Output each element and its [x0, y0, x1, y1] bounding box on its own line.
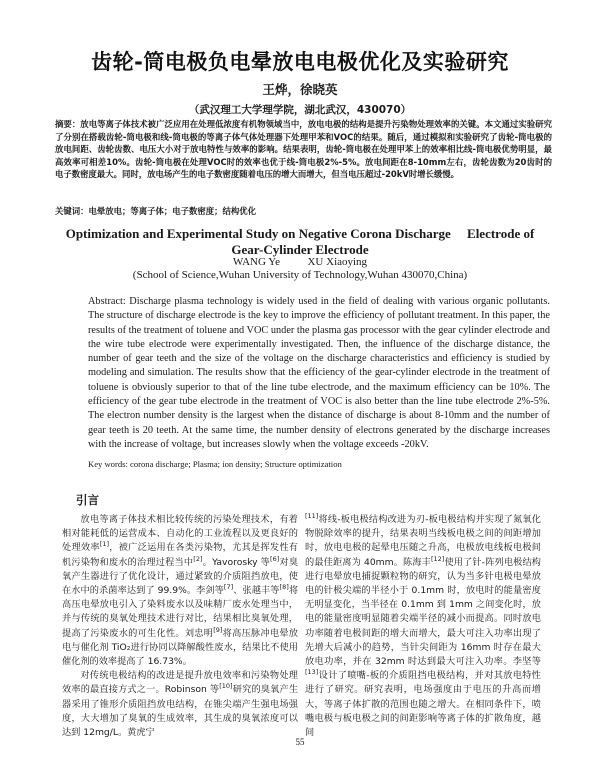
paragraph: [11]将线-板电极结构改进为刃-板电极结构并实现了氮氧化物脱除效率的提升，结果表明当线板电极之间的间距增加时，放电电极的起晕电压随之升高，电极放电线板电极间的最佳距离为 40mm。陈海丰[12]使用了针-阵列电极结构进行电晕放电捕捉颗粒物的研究，认为当多针电极电晕放电的针极尖端的半径小于 0.1mm 时，放电时的能量密度无明显变化，当半径在 0.1mm 到 1mm 之间变化时，放电的能量密度明显随着尖端半径的减小而提高。同时放电功率随着电极间距的增大而增大，最大可注入功率出现了先增大后减小的趋势，当针尖间距为 16mm 时存在最大放电功率，并在 32mm 时达到最大可注入功率。李坚等[13]设计了喷嘴-板的介质阻挡电极结构，并对其放电特性进行了研究。研究表明，电场强度由于电压的升高而增大，等离子体扩散的范围也随之增大。在相同条件下，喷嘴电极与板电极之间的间距影响等离子体的扩散角度，越间: [305, 511, 541, 739]
body-column-right: [305, 513, 541, 740]
citation[interactable]: [7]: [223, 582, 234, 591]
citation[interactable]: [9]: [213, 625, 223, 634]
abstract-english: Abstract: Discharge plasma technology is widely used in the field of dealing with various organic pollutants. The structure of discharge electrode is the key to improve the efficiency of pollutant treatment. In this paper, the results of the treatment of toluene and VOC under the plasma gas processor with the gear cylinder electrode and the wire tube electrode were experimentally investigated. Then, the influence of the discharge distance, the number of gear teeth and the size of the voltage on the discharge characteristics and efficiency is studied by modeling and simulation. The results show that the efficiency of the gear-cylinder electrode in the treatment of toluene is obviously superior to that of the line tube electrode, and the maximum efficiency can be 10%. The efficiency of the gear tube electrode in the treatment of VOC is also better than the line tube electrode 2%-5%. The electron number density is the largest when the distance of discharge is about 8-10mm and the number of gear teeth is 20 teeth. At the same time, the number density of electrons generated by the discharge increases with the increase of voltage, but increases slowly when the voltage exceeds -20kV.: [88, 296, 550, 450]
citation[interactable]: [1]: [99, 540, 110, 549]
title-english-line2: Gear-Cylinder Electrode: [231, 241, 369, 257]
paragraph: 对传统电极结构的改进是提升放电效率和污染物处理效率的最直接方式之一。Robinson 等[10]研究的臭氧产生器采用了锥形介质阻挡放电结构，在锥尖端产生强电场强度，大大增加了臭氧的生成效率，其生成的臭氧浓度可以达到 12mg/L。黄虎宁: [62, 670, 299, 739]
citation[interactable]: [12]: [430, 554, 445, 563]
citation[interactable]: [10]: [219, 682, 233, 691]
citation[interactable]: [8]: [279, 582, 289, 591]
citation[interactable]: [13]: [305, 668, 319, 677]
paragraph: 放电等离子体技术相比较传统的污染处理技术，有着相对能耗低的运营成本、自动化的工业流程以及更良好的处理效率[1]，被广泛运用在各类污染物，尤其是挥发性有机污染物和废水的治理过程当中[2]。Yavorosky 等[6]对臭氧产生器进行了优化设计，通过紧致的介质阻挡放电，使在水中的杀菌率达到了 99.9%。李剑等[7]、张越丰等[8]将高压电晕放电引入了染料废水以及味精厂废水处理当中，并与传统的臭氧处理技术进行对比，结果相比臭氧处理，提高了污染废水的可生化性。刘忠明[9]将高压脉冲电晕放电与催化剂 TiO₂进行协同以降解酸性废水，结果比不使用催化剂的效率提高了 16.73%。: [62, 514, 299, 668]
citation[interactable]: [6]: [270, 554, 280, 563]
section-heading-introduction: 引言: [76, 493, 99, 507]
citation[interactable]: [11]: [305, 511, 319, 520]
authors-english: WANG Ye XU Xiaoying: [232, 256, 368, 268]
affiliation-english: (School of Science,Wuhan University of Technology,Wuhan 430070,China): [132, 269, 468, 281]
keywords-english: Key words: corona discharge; Plasma; ion density; Structure optimization: [88, 459, 342, 469]
authors-chinese: 王烨，徐晓英: [262, 82, 338, 97]
page-number: 55: [295, 737, 305, 747]
title-english-line1: Optimization and Experimental Study on Negative Corona Discharge Electrode of: [65, 226, 535, 241]
citation[interactable]: [2]: [193, 554, 203, 563]
keywords-chinese: 关键词：电晕放电；等离子体；电子数密度；结构优化: [55, 206, 256, 216]
abstract-chinese: 摘要：放电等离子体技术被广泛应用在处理低浓度有机物领域当中，放电电极的结构是提升污染物处理效率的关键。本文通过实验研究了分别在搭载齿轮-筒电极和线-筒电极的等离子体气体处理器下处理甲苯和VOC的结果。随后，通过模拟和实验研究了齿轮-筒电极的放电间距、齿轮齿数、电压大小对于放电特性与效率的影响。结果表明，齿轮-筒电极在处理甲苯上的效率相比线-筒电极优势明显，最高效率可相差10%。齿轮-筒电极在处理VOC时的效率也优于线-筒电极2%-5%。放电间距在8-10mm左右，齿轮齿数为20齿时的电子数密度最大。同时，放电场产生的电子数密度随着电压的增大而增大，但当电压超过-20kV时增长缓慢。: [55, 119, 552, 180]
title-english: [40, 226, 560, 257]
affiliation-chinese: （武汉理工大学理学院，湖北武汉，430070）: [188, 104, 412, 116]
body-column-left: [62, 513, 298, 740]
title-chinese: 齿轮-筒电极负电晕放电电极优化及实验研究: [91, 50, 509, 74]
